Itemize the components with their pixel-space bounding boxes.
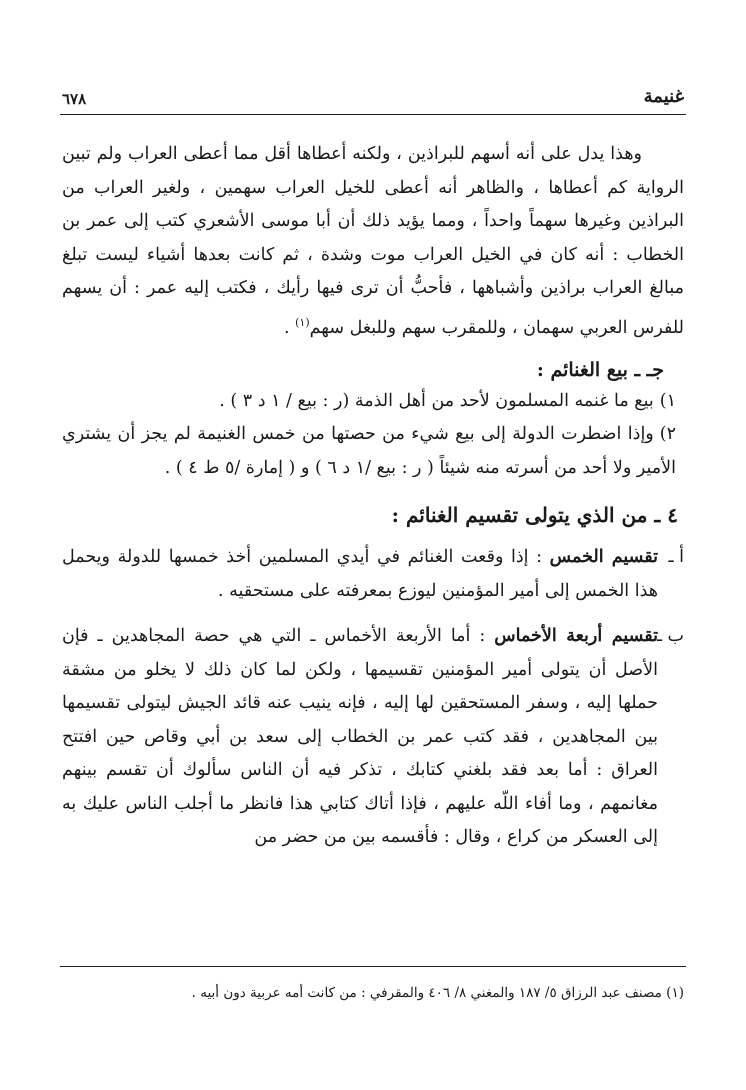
- item-term: تقسيم أربعة الأخماس: [494, 626, 658, 647]
- item-text: : إذا وقعت الغنائم في أيدي المسلمين أخذ خمسها للدولة ويحمل هذا الخمس إلى أمير المؤمنين ليوزع بمعرفته على مستحقيه .: [62, 547, 658, 601]
- division-item-khums: [62, 541, 684, 608]
- item-text: : أما الأربعة الأخماس ـ التي هي حصة المجاهدين ـ فإن الأصل أن يتولى أمير المؤمنين تقسيمها ، ولكن لما كان ذلك لا يخلو من مشقة حملها إليه ، وسفر المستحقين لها إليه ، فإنه ينيب عنه قائد الجيش ليتولى تقسيمها بين المجاهدين ، فقد كتب عمر بن الخطاب إلى سعد بن أبي وقاص حين افتتح العراق : أما بعد فقد بلغني كتابك ، تذكر فيه أن الناس سألوك أن تقسم بينهم مغانمهم ، وما أفاء اللّه عليهم ، فإذا أتاك كتابي هذا فانظر ما أجلب الناس عليك به إلى العسكر من كراع ، وقال : فأقسمه بين من حضر من: [62, 626, 658, 848]
- header-rule: [60, 114, 686, 115]
- intro-paragraph: [62, 138, 684, 345]
- page-number: ٦٧٨: [62, 90, 87, 108]
- list-item-number: ٢): [659, 424, 676, 445]
- footnote-ref[interactable]: (١): [295, 315, 310, 329]
- item-letter: أ ـ: [668, 547, 684, 568]
- footnote: (١) مصنف عبد الرزاق ٥/ ١٨٧ والمغني ٨/ ٤٠٦ والمقرفي : من كانت أمه عربية دون أبيه .: [191, 985, 684, 1001]
- list-item-number: ١): [659, 390, 676, 411]
- list-item-text: بيع ما غنمه المسلمون لأحد من أهل الذمة (ر : بيع / ١ د ٣ ) .: [219, 390, 654, 411]
- running-header-title: غنيمة: [643, 86, 684, 107]
- footnote-rule: [60, 966, 686, 967]
- section-heading-division: ٤ ـ من الذي يتولى تقسيم الغنائم :: [391, 503, 678, 528]
- item-term: تقسيم الخمس: [549, 547, 658, 568]
- division-item-four-fifths: [62, 620, 684, 855]
- page-body: [62, 138, 684, 867]
- item-letter: ب ـ: [656, 626, 684, 647]
- sale-list: [62, 385, 684, 486]
- intro-text: وهذا يدل على أنه أسهم للبراذين ، ولكنه أعطاها أقل مما أعطى العراب ولم تبين الرواية كم أعطاها ، والظاهر أنه أعطى للخيل العراب سهمين ، ولغير العراب من البراذين وغيرها سهماً واحداً ، ومما يؤيد ذلك أن أبا موسى الأشعري كتب إلى عمر بن الخطاب : أنه كان في الخيل العراب موت وشدة ، ثم كانت بعدها أشياء ليست تبلغ مبالغ العراب براذين وأشباهها ، فأحبُّ أن ترى فيها رأيك ، فكتب إليه عمر : أن يسهم للفرس العربي سهمان ، وللمقرب سهم وللبغل سهم: [62, 144, 684, 338]
- list-item: [62, 385, 676, 419]
- intro-end: .: [283, 317, 296, 338]
- section-heading-sale: جـ ـ بيع الغنائم :: [536, 358, 664, 381]
- list-item-text: وإذا اضطرت الدولة إلى بيع شيء من حصتها من خمس الغنيمة لم يجز أن يشتري الأمير ولا أحد من أسرته منه شيئاً ( ر : بيع /١ د ٦ ) و ( إمارة /٥ ط ٤ ) .: [62, 424, 676, 478]
- list-item: [62, 418, 676, 485]
